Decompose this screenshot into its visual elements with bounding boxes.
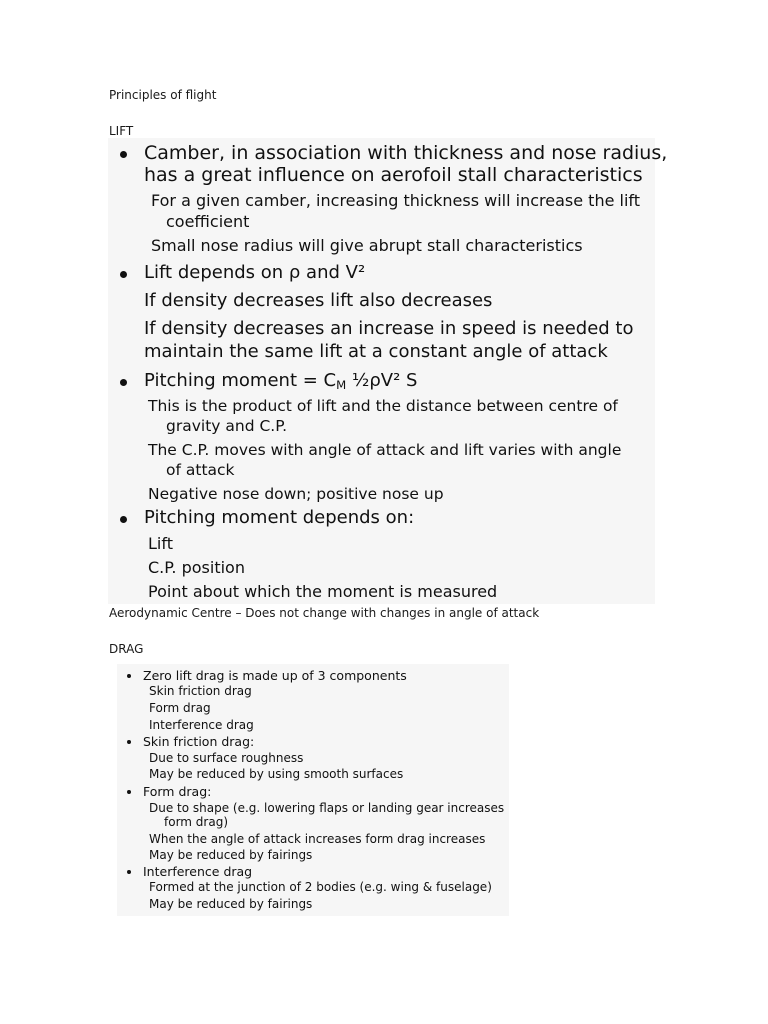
lift-sub-lift: Lift: [148, 534, 173, 553]
drag-sub-fairings-2: May be reduced by fairings: [149, 897, 313, 911]
drag-heading: DRAG: [109, 642, 144, 656]
bullet-icon: [120, 379, 127, 386]
lift-heading: LIFT: [109, 124, 134, 138]
lift-sub-product-cont: gravity and C.P.: [166, 417, 288, 435]
bullet-icon: [120, 151, 127, 158]
drag-bullet-interference: Interference drag: [143, 864, 253, 879]
page-title: Principles of flight: [109, 88, 217, 102]
drag-sub-skin: Skin friction drag: [149, 684, 252, 698]
lift-slide: [108, 138, 668, 604]
bullet-icon: [127, 870, 131, 874]
lift-sub-density-2: If density decreases an increase in speed is needed to: [144, 318, 634, 339]
drag-sub-junction: Formed at the junction of 2 bodies (e.g. wing & fuselage): [149, 880, 492, 894]
lift-bullet-pitching-formula: Pitching moment = $C_M$ ½ρV² S: [144, 370, 418, 392]
drag-slide: [117, 664, 509, 916]
drag-sub-angle: When the angle of attack increases form drag increases: [149, 832, 486, 846]
lift-sub-cp-moves-cont: of attack: [166, 461, 235, 479]
bullet-icon: [127, 674, 131, 678]
bullet-icon: [120, 271, 127, 278]
drag-sub-smooth: May be reduced by using smooth surfaces: [149, 767, 404, 781]
drag-sub-shape: Due to shape (e.g. lowering flaps or landing gear increases: [149, 801, 505, 815]
lift-sub-cp-moves: The C.P. moves with angle of attack and lift varies with angle: [148, 441, 622, 459]
drag-bullet-zero-lift: Zero lift drag is made up of 3 components: [143, 668, 407, 683]
lift-bullet-camber-cont: has a great influence on aerofoil stall characteristics: [144, 164, 643, 186]
lift-bullet-camber: Camber, in association with thickness and nose radius,: [144, 142, 668, 164]
lift-bullet-depends-on: Pitching moment depends on:: [144, 507, 415, 528]
lift-sub-nose: Negative nose down; positive nose up: [148, 485, 444, 503]
lift-sub-product: This is the product of lift and the distance between centre of: [148, 397, 618, 415]
bullet-icon: [127, 740, 131, 744]
bullet-icon: [127, 790, 131, 794]
lift-sub-nose-radius: Small nose radius will give abrupt stall characteristics: [151, 236, 583, 255]
bullet-icon: [120, 516, 127, 523]
drag-sub-shape-cont: form drag): [164, 815, 228, 829]
lift-sub-cp-position: C.P. position: [148, 558, 245, 577]
lift-bullet-depends: Lift depends on ρ and V²: [144, 262, 366, 283]
lift-sub-thickness-cont: coefficient: [166, 212, 250, 231]
drag-bullet-skin-friction: Skin friction drag:: [143, 734, 255, 749]
lift-sub-point: Point about which the moment is measured: [148, 582, 498, 601]
drag-sub-form: Form drag: [149, 701, 211, 715]
drag-sub-fairings-1: May be reduced by fairings: [149, 848, 313, 862]
aerodynamic-centre-note: Aerodynamic Centre – Does not change with changes in angle of attack: [109, 606, 540, 620]
lift-sub-density-1: If density decreases lift also decreases: [144, 290, 493, 311]
lift-sub-thickness: For a given camber, increasing thickness will increase the lift: [151, 191, 641, 210]
drag-sub-roughness: Due to surface roughness: [149, 751, 304, 765]
drag-sub-interference: Interference drag: [149, 718, 254, 732]
lift-sub-density-2-cont: maintain the same lift at a constant angle of attack: [144, 341, 608, 362]
drag-bullet-form: Form drag:: [143, 784, 212, 799]
